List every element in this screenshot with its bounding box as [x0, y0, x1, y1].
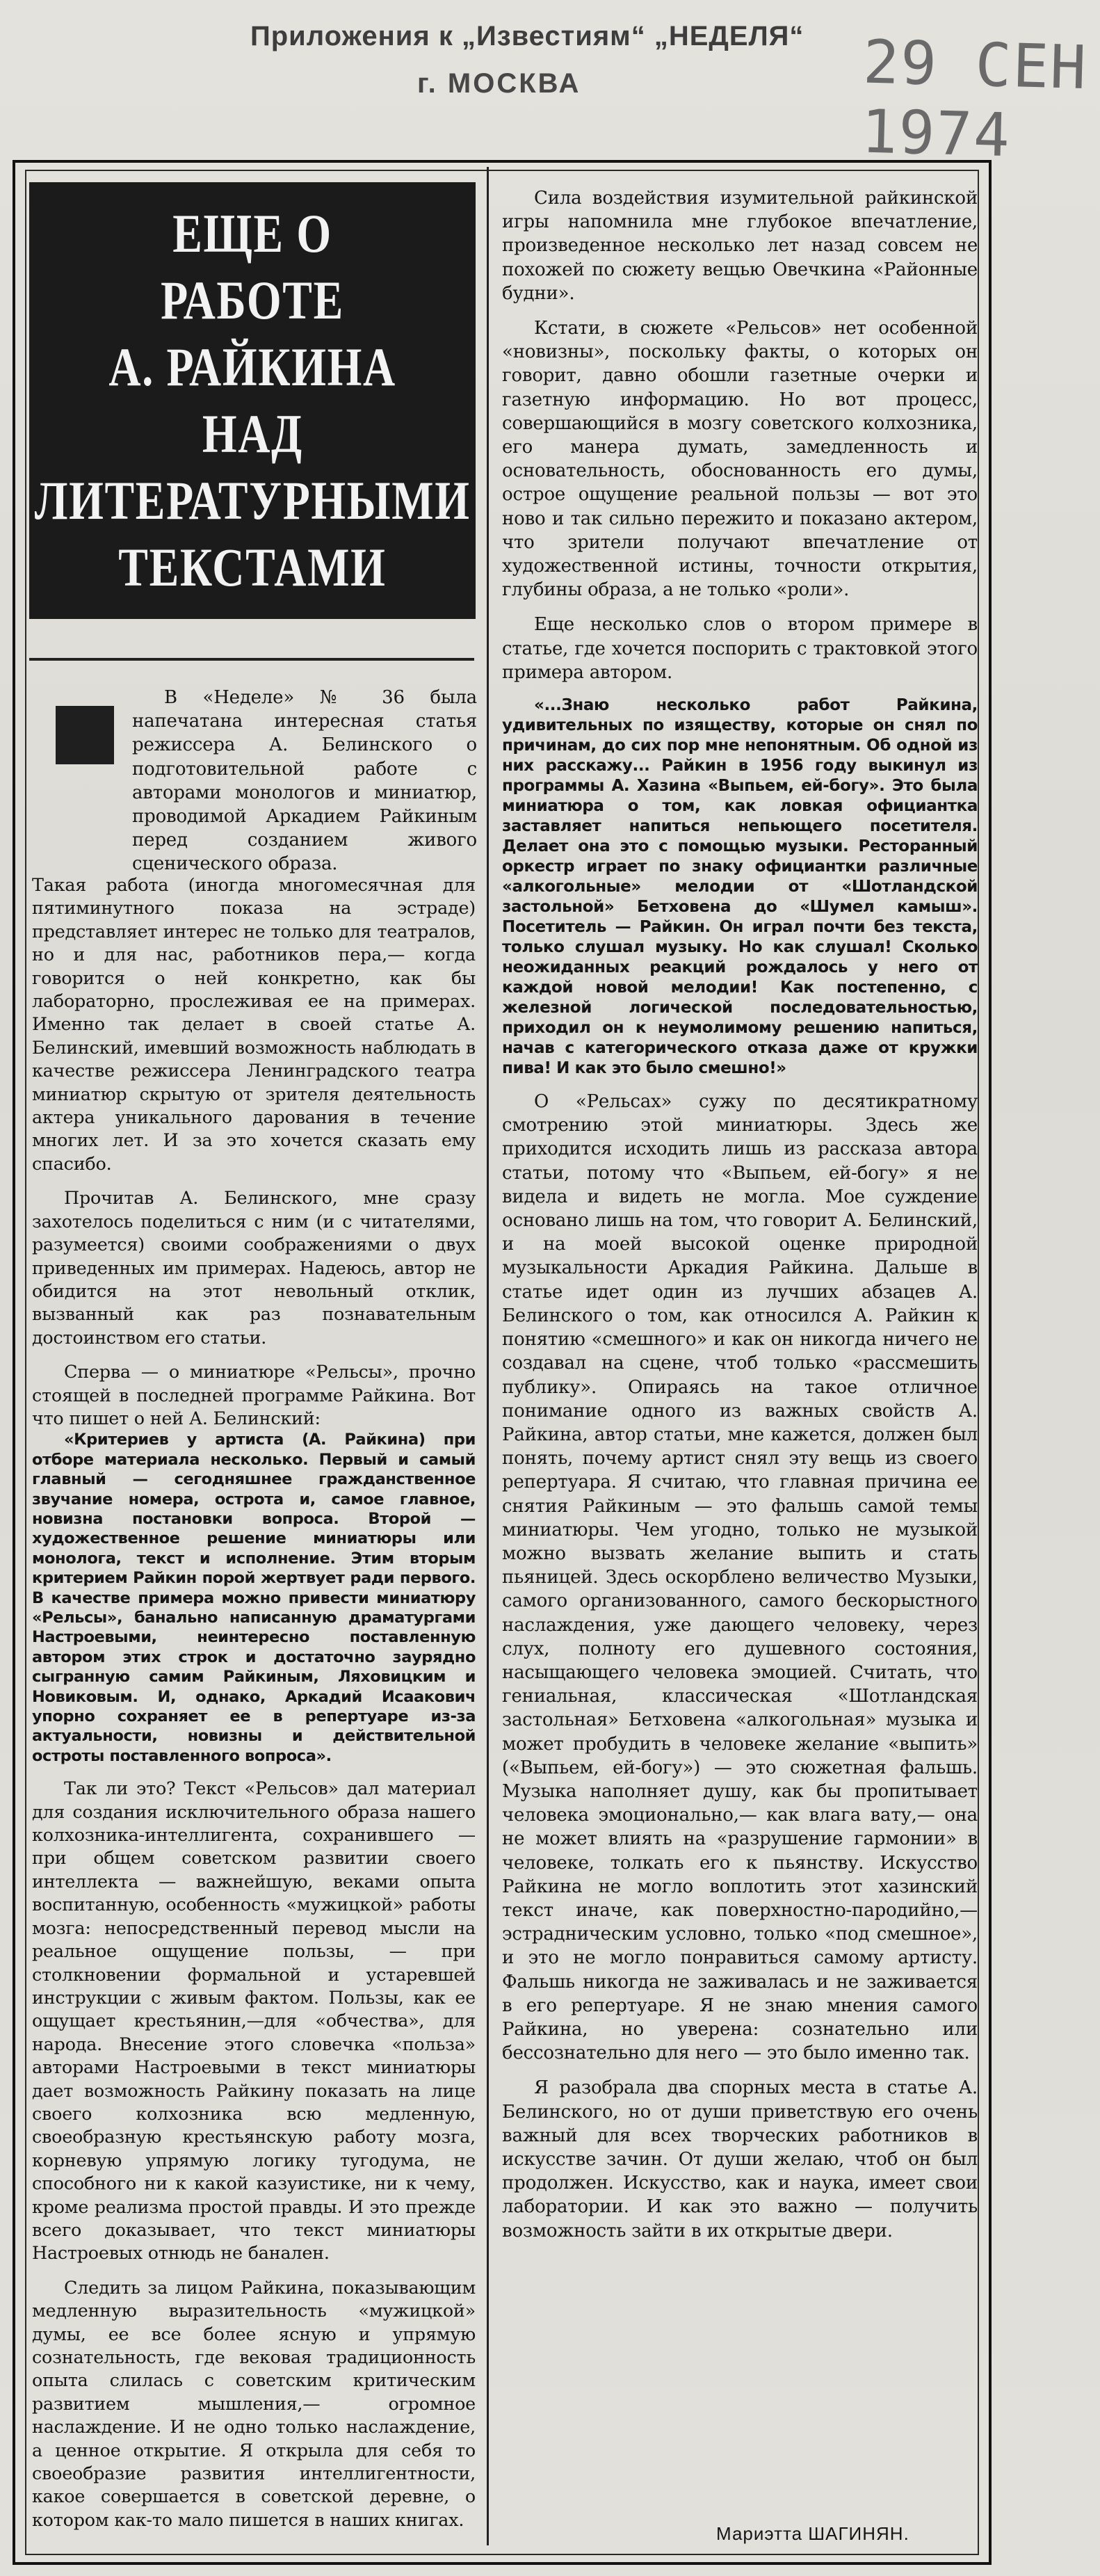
headline-block	[29, 182, 476, 619]
quotation-belinsky-drink: «...Знаю несколько работ Райкина, удивительных по изяществу, которые он снял по причинам, до сих пор мне непонятным. Об одной из них расскажу... Райкин в 1956 году выкинул из программы А. Хазина «Выпьем, ей-богу». Это была миниатюра о том, как ловкая официантка заставляет напиться непьющего посетителя. Делает она это с помощью музыки. Ресторанный оркестр играет по знаку официантки различные «алкогольные» мелодии от «Шотландской застольной» Бетховена до «Шумел камыш». Посетитель — Райкин. Он играл почти без текста, только слушал музыку. Но как слушал! Сколько неожиданных реакций рождалось у него от каждой новой мелодии! Как постепенно, с железной логической последовательностью, приходил он к неумолимому решению напиться, начав с категорического отказа даже от кружки пива! И как это было смешно!»	[502, 696, 978, 1078]
headline-line: ЕЩЕ О РАБОТЕ	[161, 203, 344, 330]
paragraph: Следить за лицом Райкина, показывающим медленную выразительность «мужицкой» думы, ее все более ясную и упрямую сознательность, где вековая традиционность опыта слилась с советским критическим развитием мышления,— огромное наслаждение. И не одно только наслаждение, а ценное открытие. Я открыла для себя то своеобразие развития интеллигентности, какое совершается в советской деревне, о котором как-то мало пишется в наших книгах.	[32, 2276, 476, 2530]
right-column-text	[502, 175, 978, 2243]
paragraph: О «Рельсах» сужу по десятикратному смотрению этой миниатюры. Здесь же приходится исходить лишь из рассказа автора статьи, потому что «Выпьем, ей-богу» я не видела и видеть не могла. Мое суждение основано лишь на том, что говорит А. Белинский, и на моей высокой оценке природной музыкальности Аркадия Райкина. Дальше в статье идет один из лучших абзацев А. Белинского о том, как относился А. Райкин к понятию «смешного» и как он никогда ничего не создавал на сцене, чтоб только «рассмешить публику». Опираясь на такое отличное понимание одного из важных свойств А. Райкина, автор статьи, мне кажется, должен был понять, почему артист снял эту вещь из своего репертуара. Я считаю, что главная причина ее снятия Райкиным — это фальшь самой темы миниатюры. Чем угодно, только не музыкой можно вызвать желание выпить и стать пьяницей. Здесь оскорблено величество Музыки, самого организованного, самого бескорыстного наслаждения, уже дающего человеку, через слух, полноту его душевного состояния, насыщающего человека эмоцией. Считать, что гениальная, классическая «Шотландская застольная» Бетховена «алкогольная» музыка и может пробудить в человеке желание «выпить» («Выпьем, ей-богу») — это сюжетная фальшь. Музыка наполняет душу, как бы пропитывает человека эмоционально,— как влага вату,— она не может влиять на «разрушение гармонии» в человеке, толкать его к пьянству. Искусство Райкина не могло воплотить этот хазинский текст иначе, как поверхностно-пародийно,—эстрадническим условно, только «под смешное», и это не могло понравиться самому артисту. Фальшь никогда не заживалась и не заживается в его репертуаре. Я не знаю мнения самого Райкина, но уверена: сознательно или бессознательно для него — это было именно так.	[502, 1091, 978, 2064]
city-stamp: г. МОСКВА	[417, 68, 581, 99]
headline-line: ЛИТЕРАТУРНЫМИ	[34, 470, 471, 531]
quotation-belinsky-rails: «Критериев у артиста (А. Райкина) при отборе материала несколько. Первый и самый главный — сегодняшнее гражданственное звучание номера, острота и, самое главное, новизна постановки вопроса. Второй — художественное решение миниатюры или монолога, текст и исполнение. Этим вторым критерием Райкин порой жертвует ради первого. В качестве примера можно привести миниатюру «Рельсы», банально написанную драматургами Настроевыми, неинтересно поставленную автором этих строк и достаточно заурядно сыгранную самим Райкиным, Ляховицким и Новиковым. И, однако, Аркадий Исаакович упорно сохраняет ее в репертуаре из-за актуальности, новизны и действительной остроты поставленного вопроса».	[32, 1431, 476, 1765]
author-signature: Мариэтта ШАГИНЯН.	[716, 2523, 909, 2544]
publication-stamp: Приложения к „Известиям“ „НЕДЕЛЯ“	[250, 21, 804, 51]
headline-line: ТЕКСТАМИ	[118, 537, 387, 597]
paragraph: Прочитав А. Белинского, мне сразу захотелось поделиться с ним (и с читателями, разумеется) своими соображениями о двух приведенных им примерах. Надеюсь, автор не обидится на этот невольный отклик, вызванный как раз познавательным достоинством его статьи.	[32, 1187, 476, 1348]
paragraph: Сила воздействия изумительной райкинской игры напомнила мне глубокое впечатление, произведенное несколько лет назад совсем не похожей по сюжету вещью Овечкина «Районные будни».	[502, 188, 978, 304]
paragraph: Сперва — о миниатюре «Рельсы», прочно стоящей в последней программе Райкина. Вот что пишет о ней А. Белинский:	[32, 1361, 476, 1428]
headline-line: А. РАЙКИНА	[108, 337, 396, 397]
paragraph: Я разобрала два спорных места в статье А. Белинского, но от души приветствую его очень важный для всех творческих работников в искусстве зачин. От души желаю, чтоб он был продолжен. Искусство, как и наука, имеет свои лаборатории. И как это важно — получить возможность зайти в их открытые двери.	[502, 2077, 978, 2241]
paragraph: Еще несколько слов о втором примере в статье, где хочется поспорить с трактовкой этого примера автором.	[502, 614, 978, 683]
headline-line: НАД	[202, 403, 303, 464]
headline-rule	[29, 658, 474, 661]
date-stamp: 29 СЕН 1974	[860, 27, 1089, 171]
lead-paragraph: В «Неделе» № 36 была напечатана интересная статья режиссера А. Белинского о подготовительной работе с авторами монологов и миниатюр, проводимой Аркадием Райкиным перед созданием живого сценического образа.	[132, 687, 477, 875]
lead-paragraph-box	[132, 686, 477, 876]
paragraph: Такая работа (иногда многомесячная для пятиминутного показа на эстраде) представляет интерес не только для театралов, но и для нас, работников пера,— когда говорится о ней конкретно, как бы лабораторно, прослеживая ее на примерах. Именно так делает в своей статье А. Белинский, имевший возможность наблюдать в качестве режиссера Ленинградского театра миниатюр скрытую от зрителя деятельность актера уникального дарования в течение многих лет. И за это хочется сказать ему спасибо.	[32, 874, 476, 1174]
lead-ornament-square	[56, 706, 114, 764]
paragraph: Кстати, в сюжете «Рельсов» нет особенной «новизны», поскольку факты, о которых он говорит, давно обошли газетные очерки и газетную информацию. Но вот процесс, совершающийся в мозгу советского колхозника, его манера думать, замедленность и основательность, обоснованность его думы, острое ощущение реальной пользы — вот это ново и так сильно пережито и показано актером, что зрители получают впечатление от художественной истины, точности открытия, глубины образа, а не только «роли».	[502, 318, 978, 601]
left-column-text	[32, 874, 476, 2531]
paragraph: Так ли это? Текст «Рельсов» дал материал для создания исключительного образа нашего колхозника-интеллигента, сохранившего — при общем советском развитии своего интеллекта — важнейшую, веками опыта воспитанную, особенность «мужицкой» работы мозга: непосредственный перевод мысли на реальное ощущение пользы, — при столкновении формальной и устаревшей инструкции с живым фактом. Пользы, как ее ощущает крестьянин,—для «обчества», для народа. Внесение этого словечка «польза» авторами Настроевыми в текст миниатюры дает возможность Райкину показать на лице своего колхозника всю медленную, своеобразную крестьянскую работу мозга, корневую упрямую логику тугодума, не способного ни к какой казуистике, ни к чему, кроме реализма простой правды. И это прежде всего доказывает, что текст миниатюры Настроевых отнюдь не банален.	[32, 1778, 476, 2264]
column-divider	[487, 167, 489, 2545]
